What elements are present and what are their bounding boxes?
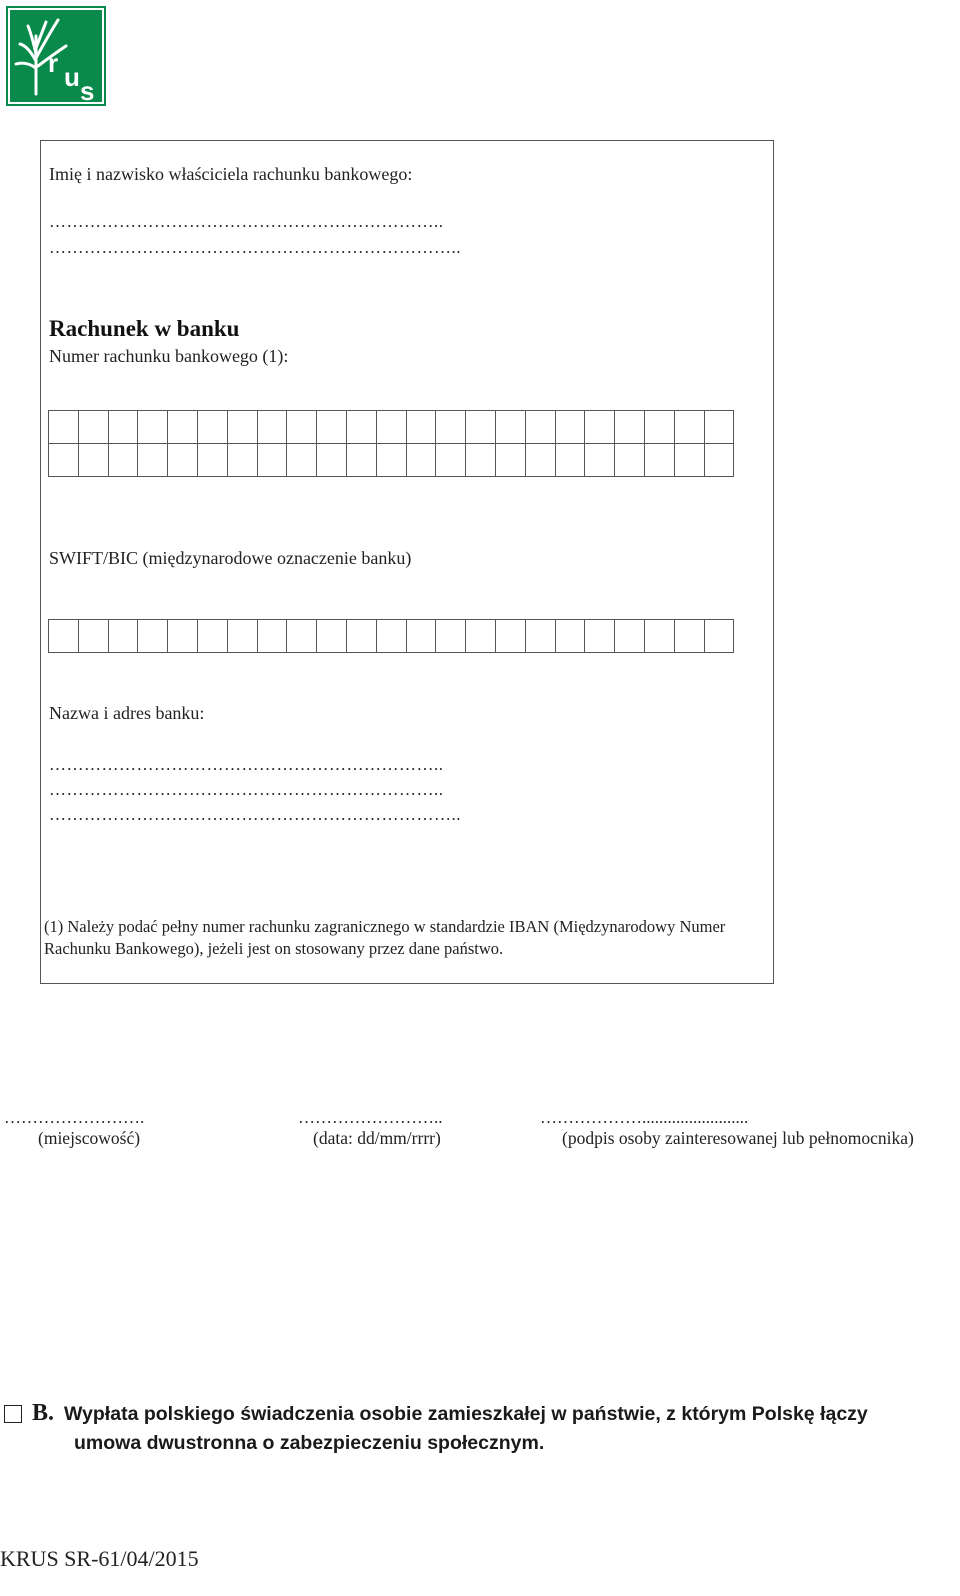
- section-b-title-line-2: umowa dwustronna o zabezpieczeniu społecznym.: [74, 1432, 545, 1454]
- swift-bic-cell[interactable]: [704, 620, 734, 653]
- swift-bic-cell[interactable]: [197, 620, 227, 653]
- account-number-cell[interactable]: [525, 411, 555, 444]
- account-number-cell[interactable]: [674, 411, 704, 444]
- owner-name-label: Imię i nazwisko właściciela rachunku bankowego:: [49, 164, 413, 184]
- account-number-cell[interactable]: [585, 444, 615, 477]
- swift-bic-cell[interactable]: [466, 620, 496, 653]
- account-number-cell[interactable]: [346, 444, 376, 477]
- account-number-cell[interactable]: [138, 444, 168, 477]
- account-number-cell[interactable]: [287, 411, 317, 444]
- account-number-cell[interactable]: [257, 444, 287, 477]
- account-number-cell[interactable]: [376, 411, 406, 444]
- swift-bic-cell[interactable]: [227, 620, 257, 653]
- signature-field[interactable]: ……………….........................: [540, 1108, 749, 1127]
- account-number-cell[interactable]: [525, 444, 555, 477]
- krus-logo: [6, 6, 106, 106]
- bank-name-field-line-2[interactable]: …………………………………………………………..: [49, 780, 444, 799]
- account-number-cell[interactable]: [287, 444, 317, 477]
- account-number-grid[interactable]: [48, 410, 734, 477]
- account-number-cell[interactable]: [406, 444, 436, 477]
- account-number-cell[interactable]: [227, 444, 257, 477]
- swift-bic-label: SWIFT/BIC (międzynarodowe oznaczenie banku): [49, 548, 412, 568]
- account-number-cell[interactable]: [78, 444, 108, 477]
- account-number-cell[interactable]: [644, 444, 674, 477]
- account-number-cell[interactable]: [49, 444, 79, 477]
- account-number-cell[interactable]: [317, 411, 347, 444]
- swift-bic-cell[interactable]: [436, 620, 466, 653]
- account-number-cell[interactable]: [704, 444, 734, 477]
- swift-bic-cell[interactable]: [257, 620, 287, 653]
- account-number-row: [49, 444, 734, 477]
- swift-bic-cell[interactable]: [317, 620, 347, 653]
- form-code: KRUS SR-61/04/2015: [0, 1546, 199, 1571]
- swift-bic-grid[interactable]: [48, 619, 734, 653]
- account-number-cell[interactable]: [49, 411, 79, 444]
- swift-bic-cell[interactable]: [525, 620, 555, 653]
- swift-bic-cell[interactable]: [108, 620, 138, 653]
- place-field[interactable]: …………………….: [4, 1108, 145, 1127]
- place-label: (miejscowość): [38, 1128, 141, 1148]
- section-b-letter: B.: [32, 1400, 55, 1426]
- swift-bic-cell[interactable]: [376, 620, 406, 653]
- swift-bic-cell[interactable]: [644, 620, 674, 653]
- swift-bic-cell[interactable]: [674, 620, 704, 653]
- account-number-cell[interactable]: [495, 444, 525, 477]
- account-number-cell[interactable]: [197, 411, 227, 444]
- swift-bic-cell[interactable]: [168, 620, 198, 653]
- account-number-cell[interactable]: [168, 444, 198, 477]
- section-b-checkbox[interactable]: [4, 1405, 22, 1423]
- swift-bic-cell[interactable]: [615, 620, 645, 653]
- account-number-cell[interactable]: [436, 411, 466, 444]
- account-number-cell[interactable]: [197, 444, 227, 477]
- account-number-cell[interactable]: [585, 411, 615, 444]
- signature-label: (podpis osoby zainteresowanej lub pełnomocnika): [562, 1128, 914, 1148]
- date-field[interactable]: ……………………..: [298, 1108, 443, 1127]
- account-number-cell[interactable]: [376, 444, 406, 477]
- bank-account-heading: Rachunek w banku: [49, 316, 240, 341]
- account-number-cell[interactable]: [644, 411, 674, 444]
- bank-name-field-line-3[interactable]: ……………………………………………………………..: [49, 805, 461, 824]
- svg-text:s: s: [80, 76, 95, 106]
- account-number-cell[interactable]: [555, 444, 585, 477]
- svg-text:r: r: [48, 48, 59, 78]
- account-number-row: [49, 411, 734, 444]
- account-number-cell[interactable]: [257, 411, 287, 444]
- account-number-cell[interactable]: [108, 444, 138, 477]
- svg-text:u: u: [64, 62, 80, 92]
- bank-name-address-label: Nazwa i adres banku:: [49, 703, 205, 723]
- account-number-cell[interactable]: [555, 411, 585, 444]
- account-number-label: Numer rachunku bankowego (1):: [49, 346, 289, 366]
- owner-name-field-line-2[interactable]: ……………………………………………………………..: [49, 238, 461, 257]
- account-number-cell[interactable]: [406, 411, 436, 444]
- swift-bic-cell[interactable]: [555, 620, 585, 653]
- account-number-cell[interactable]: [227, 411, 257, 444]
- account-number-cell[interactable]: [346, 411, 376, 444]
- account-number-cell[interactable]: [466, 444, 496, 477]
- account-number-cell[interactable]: [615, 411, 645, 444]
- account-number-cell[interactable]: [317, 444, 347, 477]
- swift-bic-row: [49, 620, 734, 653]
- section-b-title-line-1: Wypłata polskiego świadczenia osobie zamieszkałej w państwie, z którym Polskę łączy: [64, 1403, 868, 1425]
- swift-bic-cell[interactable]: [585, 620, 615, 653]
- account-number-cell[interactable]: [78, 411, 108, 444]
- swift-bic-cell[interactable]: [78, 620, 108, 653]
- account-number-cell[interactable]: [168, 411, 198, 444]
- account-number-cell[interactable]: [615, 444, 645, 477]
- bank-name-field-line-1[interactable]: …………………………………………………………..: [49, 755, 444, 774]
- account-number-cell[interactable]: [108, 411, 138, 444]
- swift-bic-cell[interactable]: [138, 620, 168, 653]
- account-number-cell[interactable]: [138, 411, 168, 444]
- account-number-cell[interactable]: [704, 411, 734, 444]
- swift-bic-cell[interactable]: [49, 620, 79, 653]
- owner-name-field-line-1[interactable]: …………………………………………………………..: [49, 212, 444, 231]
- iban-footnote: (1) Należy podać pełny numer rachunku zagranicznego w standardzie IBAN (Międzynarodowy Numer Rachunku Bankowego), jeżeli jest on stosowany przez dane państwo.: [44, 917, 726, 958]
- swift-bic-cell[interactable]: [495, 620, 525, 653]
- swift-bic-cell[interactable]: [346, 620, 376, 653]
- account-number-cell[interactable]: [436, 444, 466, 477]
- swift-bic-cell[interactable]: [287, 620, 317, 653]
- account-number-cell[interactable]: [674, 444, 704, 477]
- swift-bic-cell[interactable]: [406, 620, 436, 653]
- account-number-cell[interactable]: [466, 411, 496, 444]
- account-number-cell[interactable]: [495, 411, 525, 444]
- date-label: (data: dd/mm/rrrr): [313, 1128, 441, 1148]
